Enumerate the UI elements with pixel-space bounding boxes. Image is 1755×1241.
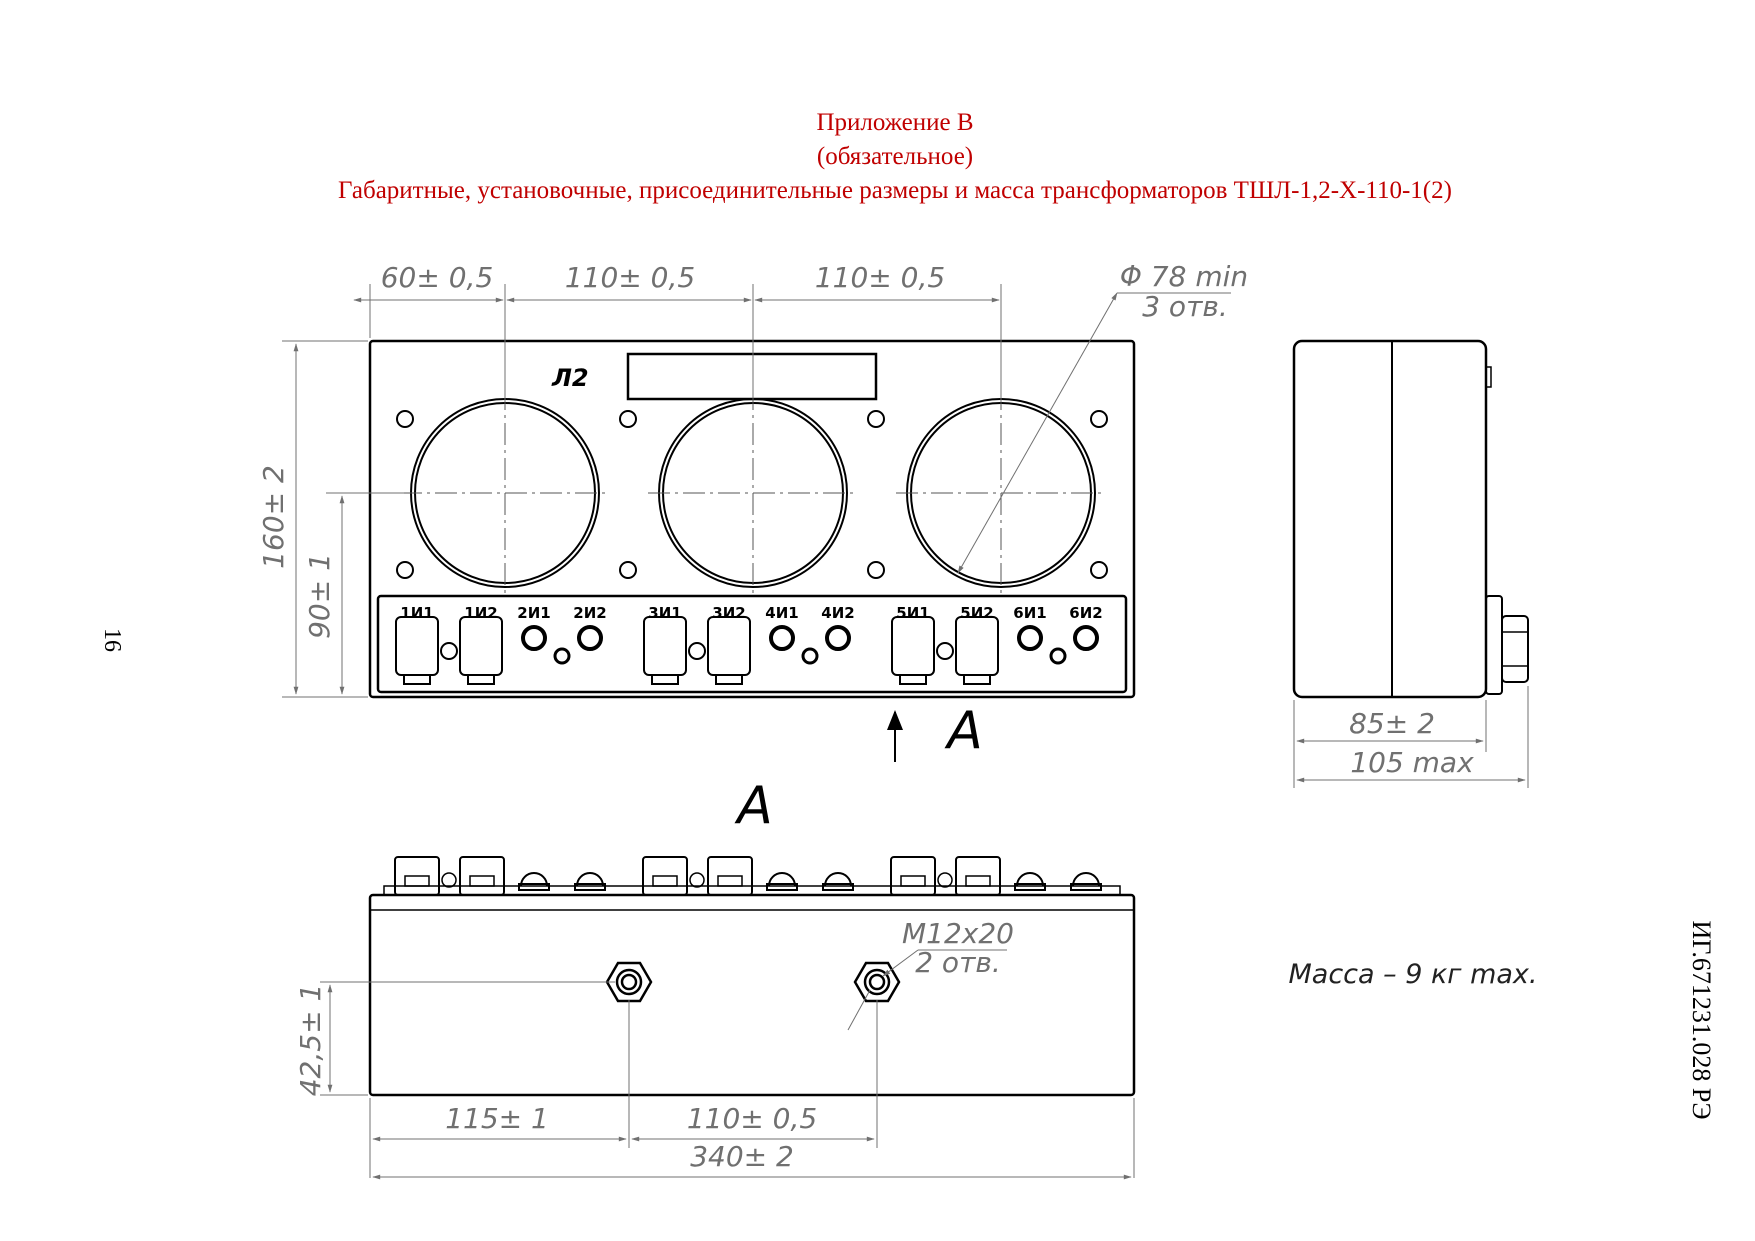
terminal-label: 1И2 [464,604,498,622]
terminal-label: 4И2 [821,604,855,622]
front-dimension-lines [282,284,1231,697]
appendix-title: Приложение В [816,109,974,136]
terminal-label: 1И1 [400,604,434,622]
thread-size-note: M12x20 [902,917,1014,950]
terminal-label: 3И1 [648,604,682,622]
terminal-label: 3И2 [712,604,746,622]
view-arrow-label: A [947,701,983,761]
terminal-label: 2И1 [517,604,551,622]
hole-diameter-dimension: Φ 78 min [1119,260,1249,293]
pitch-dimension-60: 60± 0,5 [380,261,494,294]
mass-note: Масса – 9 кг max. [1288,959,1538,990]
thread-count-note: 2 отв. [915,946,1001,979]
hole-count-note: 3 отв. [1142,290,1228,323]
terminal-label: 6И2 [1069,604,1103,622]
bottom-view [370,857,1134,1095]
appendix-heading: Габаритные, установочные, присоединительные размеры и масса трансформаторов ТШЛ-1,2-Х-110-1(2) [338,177,1452,204]
depth-dimension: 85± 2 [1349,707,1435,740]
spacing-dimension: 110± 0,5 [686,1102,818,1135]
appendix-status: (обязательное) [816,143,974,170]
height-dimension-90: 90± 1 [303,553,336,639]
phase-marking: Л2 [552,364,589,392]
depth-max-dimension: 105 max [1350,746,1474,779]
terminal-label: 5И1 [896,604,930,622]
height-dimension-160: 160± 2 [257,465,290,569]
axis-height-dimension: 42,5± 1 [294,983,327,1097]
bottom-view-title: A [737,776,773,836]
terminal-label: 5И2 [960,604,994,622]
document-code: ИГ.671231.028 РЭ [1687,920,1716,1120]
offset-dimension: 115± 1 [445,1102,549,1135]
terminal-label: 4И1 [765,604,799,622]
front-view [370,341,1134,697]
pitch-dimension-110-left: 110± 0,5 [564,261,696,294]
side-view [1294,341,1528,697]
pitch-dimension-110-right: 110± 0,5 [814,261,946,294]
length-dimension: 340± 2 [690,1140,794,1173]
terminal-label: 6И1 [1013,604,1047,622]
terminal-label: 2И2 [573,604,607,622]
page-number: 16 [99,628,125,652]
